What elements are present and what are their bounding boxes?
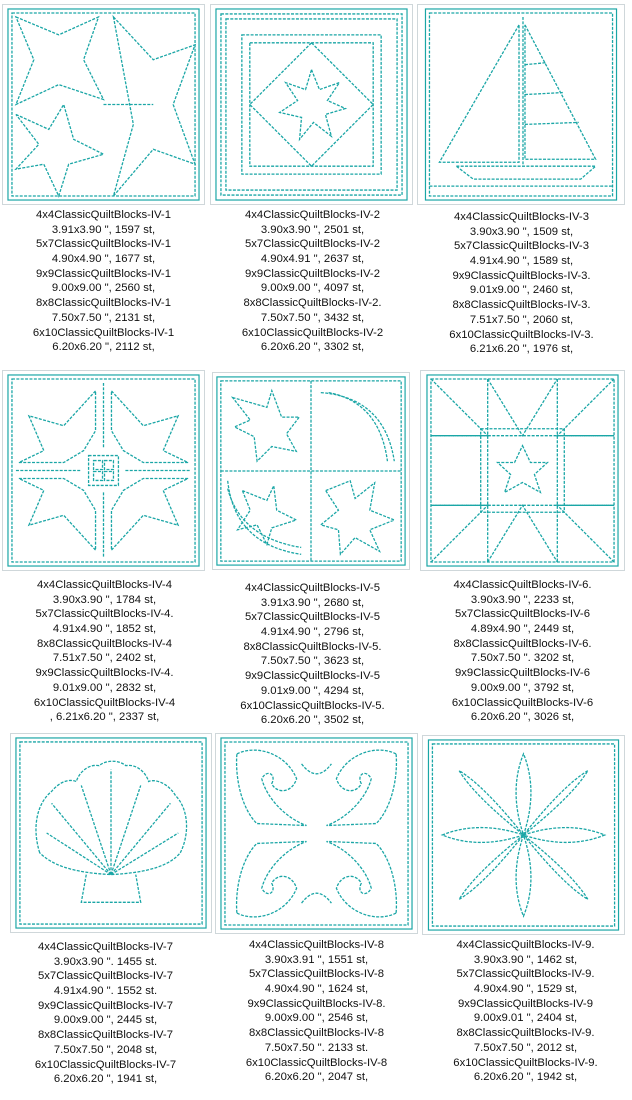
caption-line: 7.51x7.50 ", 2060 st, xyxy=(469,313,574,326)
caption-line: 4.90x4.90 ", 1624 st, xyxy=(264,983,369,996)
block-caption-1 xyxy=(1,208,206,355)
framed-star-icon xyxy=(211,5,412,204)
caption-line: 6.20x6.20 ", 1942 st, xyxy=(473,1071,578,1084)
caption-line: 8x8ClassicQuiltBlocks-IV-7 xyxy=(38,1029,173,1042)
caption-line: 4x4ClassicQuiltBlocks-IV-1 xyxy=(36,209,171,221)
caption-line: 4.90x4.90 ", 1529 st, xyxy=(473,983,578,996)
caption-line: 6x10ClassicQuiltBlocks-IV-6 xyxy=(451,696,594,709)
caption-line: 4x4ClassicQuiltBlocks-IV-5 xyxy=(245,582,380,594)
caption-line: 9.00x9.00 ", 2560 st, xyxy=(51,282,156,295)
caption-line: 5x7ClassicQuiltBlocks-IV-6 xyxy=(455,608,590,621)
caption-line: 8x8ClassicQuiltBlocks-IV-3. xyxy=(452,299,591,312)
caption-line: 9x9ClassicQuiltBlocks-IV-7 xyxy=(38,999,173,1012)
caption-line: 6x10ClassicQuiltBlocks-IV-1 xyxy=(32,326,175,339)
caption-line: 9x9ClassicQuiltBlocks-IV-4. xyxy=(35,667,174,680)
caption-line: 8x8ClassicQuiltBlocks-IV-8 xyxy=(249,1027,384,1040)
caption-line: 8x8ClassicQuiltBlocks-IV-9. xyxy=(456,1027,595,1040)
caption-line: 9x9ClassicQuiltBlocks-IV-3. xyxy=(452,269,591,282)
caption-line: 4.91x4.90 ". 1552 st. xyxy=(53,985,158,998)
caption-line: 4.90x4.90 ", 1677 st, xyxy=(51,253,156,266)
block-tile-5[interactable] xyxy=(212,372,410,570)
caption-line: 6.20x6.20 ", 3502 st, xyxy=(260,714,365,727)
caption-line: 4x4ClassicQuiltBlocks-IV-2 xyxy=(245,209,380,221)
caption-line: 7.50x7.50 ". 2133 st. xyxy=(264,1041,369,1054)
caption-line: 6x10ClassicQuiltBlocks-IV-8 xyxy=(245,1056,388,1069)
caption-line: 9x9ClassicQuiltBlocks-IV-5 xyxy=(245,670,380,683)
caption-line: 5x7ClassicQuiltBlocks-IV-5 xyxy=(245,611,380,624)
caption-line: 4.91x4.90 ", 1589 st, xyxy=(469,255,574,268)
caption-line: 9.00x9.00 ", 2546 st, xyxy=(264,1012,369,1025)
caption-line: 9.01x9.00 ", 4294 st, xyxy=(260,684,365,697)
caption-line: 5x7ClassicQuiltBlocks-IV-7 xyxy=(38,970,173,983)
caption-line: 4.90x4.91 ", 2637 st, xyxy=(260,253,365,266)
block-caption-4 xyxy=(2,578,207,725)
caption-line: 5x7ClassicQuiltBlocks-IV-9. xyxy=(456,968,595,981)
block-caption-8 xyxy=(214,938,419,1085)
block-caption-3 xyxy=(419,210,624,357)
caption-line: 3.90x3.91 ", 1551 st, xyxy=(264,953,369,966)
sailboat-icon xyxy=(418,5,624,204)
hearts-icon xyxy=(216,734,417,933)
caption-line: 7.50x7.50 ", 2048 st, xyxy=(53,1043,158,1056)
caption-line: 6.20x6.20 ", 3026 st, xyxy=(470,711,575,724)
caption-line: 9x9ClassicQuiltBlocks-IV-6 xyxy=(455,667,590,680)
caption-line: 9.01x9.00 ", 2460 st, xyxy=(469,284,574,297)
caption-line: 8x8ClassicQuiltBlocks-IV-1 xyxy=(36,297,171,310)
block-tile-6[interactable] xyxy=(420,370,625,571)
caption-line: 9.00x9.00 ", 3792 st, xyxy=(470,681,575,694)
caption-line: 9.00x9.01 ", 2404 st, xyxy=(473,1012,578,1025)
caption-line: 6x10ClassicQuiltBlocks-IV-5. xyxy=(240,699,385,712)
block-caption-2 xyxy=(210,208,415,355)
caption-line: 4.91x4.90 ", 2796 st, xyxy=(260,626,365,639)
caption-line: 4x4ClassicQuiltBlocks-IV-8 xyxy=(249,939,384,951)
caption-line: 3.90x3.90 ", 1509 st, xyxy=(469,225,574,238)
block-tile-8[interactable] xyxy=(215,733,418,934)
caption-line: 3.90x3.90 ". 1455 st. xyxy=(53,955,158,968)
caption-line: 7.50x7.50 ", 2012 st, xyxy=(473,1041,578,1054)
block-tile-2[interactable] xyxy=(210,4,413,205)
caption-line: 3.90x3.90 ", 1462 st, xyxy=(473,953,578,966)
caption-line: 9x9ClassicQuiltBlocks-IV-1 xyxy=(36,267,171,280)
ohio-star-icon xyxy=(421,371,624,570)
caption-line: , 6.21x6.20 ", 2337 st, xyxy=(49,711,160,724)
caption-line: 4.89x4.90 ", 2449 st, xyxy=(470,623,575,636)
caption-line: 7.50x7.50 ", 2131 st, xyxy=(51,311,156,324)
caption-line: 3.90x3.90 ", 2501 st, xyxy=(260,223,365,236)
block-tile-9[interactable] xyxy=(422,735,625,935)
caption-line: 5x7ClassicQuiltBlocks-IV-2 xyxy=(245,238,380,251)
block-tile-1[interactable] xyxy=(2,4,205,205)
star-blocks-icon xyxy=(3,5,204,204)
caption-line: 5x7ClassicQuiltBlocks-IV-8 xyxy=(249,968,384,981)
caption-line: 9x9ClassicQuiltBlocks-IV-2 xyxy=(245,267,380,280)
caption-line: 3.90x3.90 ", 1784 st, xyxy=(52,593,157,606)
maple-leaf-cross-icon xyxy=(3,371,204,570)
caption-line: 8x8ClassicQuiltBlocks-IV-2. xyxy=(243,297,382,310)
caption-line: 6x10ClassicQuiltBlocks-IV-3. xyxy=(449,328,594,341)
flower-icon xyxy=(423,736,624,934)
caption-line: 4x4ClassicQuiltBlocks-IV-6. xyxy=(453,579,592,591)
caption-line: 6.20x6.20 ", 1941 st, xyxy=(53,1073,158,1086)
block-tile-7[interactable] xyxy=(10,733,212,933)
block-tile-4[interactable] xyxy=(2,370,205,571)
caption-line: 5x7ClassicQuiltBlocks-IV-4. xyxy=(35,608,174,621)
caption-line: 5x7ClassicQuiltBlocks-IV-3 xyxy=(454,240,589,253)
block-caption-7 xyxy=(3,940,208,1087)
caption-line: 6.20x6.20 ", 2112 st, xyxy=(52,341,155,354)
caption-line: 4x4ClassicQuiltBlocks-IV-7 xyxy=(38,941,173,953)
caption-line: 6x10ClassicQuiltBlocks-IV-9. xyxy=(453,1056,598,1069)
caption-line: 5x7ClassicQuiltBlocks-IV-1 xyxy=(36,238,171,251)
caption-line: 9.00x9.00 ", 4097 st, xyxy=(260,282,365,295)
caption-line: 6x10ClassicQuiltBlocks-IV-7 xyxy=(34,1058,177,1071)
caption-line: 6.20x6.20 ", 3302 st, xyxy=(260,341,365,354)
block-tile-3[interactable] xyxy=(417,4,625,205)
caption-line: 4x4ClassicQuiltBlocks-IV-3 xyxy=(454,211,589,223)
caption-line: 3.91x3.90 ", 1597 st, xyxy=(51,223,156,236)
caption-line: 7.50x7.50 ", 3623 st, xyxy=(260,655,365,668)
caption-line: 7.51x7.50 ", 2402 st, xyxy=(52,652,157,665)
caption-line: 8x8ClassicQuiltBlocks-IV-6. xyxy=(453,637,592,650)
caption-line: 9.01x9.00 ", 2832 st, xyxy=(52,681,157,694)
caption-line: 6x10ClassicQuiltBlocks-IV-4 xyxy=(33,696,176,709)
caption-line: 9.00x9.00 ", 2445 st, xyxy=(53,1014,158,1027)
caption-line: 6.21x6.20 ", 1976 st, xyxy=(469,343,574,356)
caption-line: 6.20x6.20 ", 2047 st, xyxy=(264,1071,369,1084)
caption-line: 3.91x3.90 ", 2680 st, xyxy=(260,596,365,609)
caption-line: 4.91x4.90 ", 1852 st, xyxy=(52,623,157,636)
caption-line: 9x9ClassicQuiltBlocks-IV-9 xyxy=(458,997,593,1010)
block-caption-9 xyxy=(423,938,628,1085)
caption-line: 9x9ClassicQuiltBlocks-IV-8. xyxy=(247,997,386,1010)
caption-line: 7.50x7.50 ". 3202 st, xyxy=(470,652,575,665)
caption-line: 4x4ClassicQuiltBlocks-IV-9. xyxy=(456,939,595,951)
four-leaves-icon xyxy=(213,373,409,569)
scallop-shell-icon xyxy=(11,734,211,932)
caption-line: 8x8ClassicQuiltBlocks-IV-5. xyxy=(243,640,382,653)
caption-line: 7.50x7.50 ", 3432 st, xyxy=(260,311,365,324)
block-caption-5 xyxy=(210,581,415,728)
block-caption-6 xyxy=(420,578,625,725)
caption-line: 4x4ClassicQuiltBlocks-IV-4 xyxy=(37,579,172,591)
caption-line: 8x8ClassicQuiltBlocks-IV-4 xyxy=(37,637,172,650)
caption-line: 6x10ClassicQuiltBlocks-IV-2 xyxy=(241,326,384,339)
caption-line: 3.90x3.90 ", 2233 st, xyxy=(470,593,575,606)
